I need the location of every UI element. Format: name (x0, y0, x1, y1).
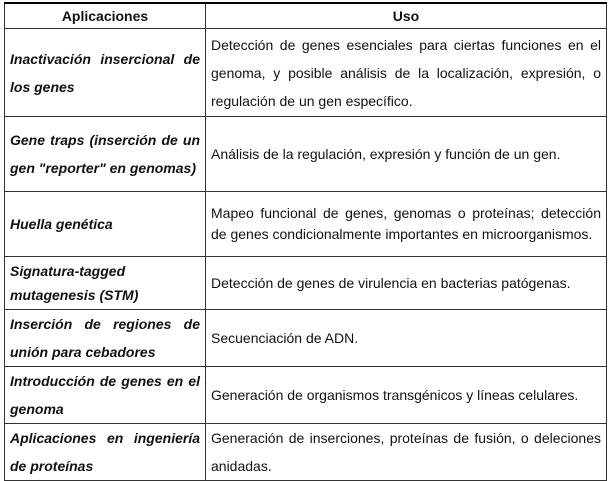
application-cell: Signatura-tagged mutagenesis (STM) (5, 257, 206, 310)
use-cell: Generación de inserciones, proteínas de fusión, o deleciones anidadas. (206, 424, 607, 481)
use-cell: Detección de genes esenciales para ciertas funciones en el genoma, y posible análisis de la localización, expresión, o regulación de un gen específico. (206, 29, 607, 117)
table-row (5, 257, 607, 310)
applications-table (4, 2, 607, 481)
header-aplicaciones: Aplicaciones (5, 3, 206, 29)
table-row (5, 192, 607, 257)
application-cell: Introducción de genes en el genoma (5, 367, 206, 424)
application-cell: Huella genética (5, 192, 206, 257)
application-cell: Gene traps (inserción de un gen "reporter" en genomas) (5, 117, 206, 192)
use-cell: Mapeo funcional de genes, genomas o proteínas; detección de genes condicionalmente importantes en microorganismos. (206, 192, 607, 257)
table-row (5, 29, 607, 117)
use-cell: Detección de genes de virulencia en bacterias patógenas. (206, 257, 607, 310)
table-row (5, 367, 607, 424)
application-cell: Aplicaciones en ingeniería de proteínas (5, 424, 206, 481)
use-cell: Secuenciación de ADN. (206, 310, 607, 367)
table-row (5, 310, 607, 367)
header-uso: Uso (206, 3, 607, 29)
table-row (5, 117, 607, 192)
application-cell: Inactivación insercional de los genes (5, 29, 206, 117)
use-cell: Análisis de la regulación, expresión y función de un gen. (206, 117, 607, 192)
table-header-row (5, 3, 607, 29)
use-cell: Generación de organismos transgénicos y líneas celulares. (206, 367, 607, 424)
application-cell: Inserción de regiones de unión para cebadores (5, 310, 206, 367)
table-row (5, 424, 607, 481)
